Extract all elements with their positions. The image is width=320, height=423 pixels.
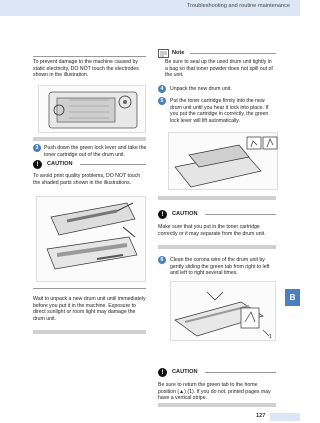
caution-rule	[80, 164, 146, 165]
caution-label: CAUTION	[172, 211, 198, 217]
step-3-text: Push down the green lock lever and take the toner cartridge out of the drum unit.	[44, 145, 147, 158]
corona-wire-drawing	[171, 282, 277, 342]
section-end-bar	[158, 196, 276, 200]
caution-icon: !	[33, 160, 42, 169]
toner-into-drum-illustration	[168, 132, 278, 190]
drum-shaded-drawing	[37, 197, 147, 283]
caution-rule	[205, 372, 276, 373]
step-4-text: Unpack the new drum unit.	[170, 86, 232, 92]
page-number: 127	[256, 413, 266, 419]
drum-unit-illustration	[36, 196, 146, 282]
caution-icon: !	[158, 210, 167, 219]
machine-electrodes-illustration	[38, 85, 146, 133]
step-number: 5	[158, 97, 166, 105]
corona-wire-illustration	[170, 281, 276, 341]
step-number: 3	[33, 144, 41, 152]
note-text: Be sure to seal up the used drum unit tightly in a bag so that toner powder does not spill out of the unit.	[165, 59, 273, 79]
toner-drum-drawing	[169, 133, 279, 191]
caution-2-text: Make sure that you put in the toner cartridge correctly or it may separate from the drum unit.	[158, 224, 266, 237]
divider	[33, 288, 146, 289]
step-number: 4	[158, 85, 166, 93]
wait-paragraph: Wait to unpack a new drum unit until immediately before you put it in the machine. Exposure to direct sunlight or room light may damage the drum unit.	[33, 296, 146, 322]
divider	[33, 56, 146, 57]
electrodes-drawing	[39, 86, 147, 134]
note-rule	[190, 53, 276, 54]
chapter-tab: B	[285, 289, 300, 306]
callout-number: 1	[269, 334, 272, 340]
caution-rule	[205, 214, 276, 215]
caution-icon: !	[158, 368, 167, 377]
caution-label: CAUTION	[47, 161, 73, 167]
intro-paragraph: To prevent damage to the machine caused by static electricity, DO NOT touch the electrodes shown in the illustration.	[33, 59, 139, 79]
step-5-text: Put the toner cartridge firmly into the new drum unit until you hear it lock into place. If you put the cartridge in correctly, the green lock lever will lift automatically.	[170, 98, 269, 124]
section-end-bar	[33, 330, 146, 334]
note-icon	[158, 49, 169, 58]
caution-1-text: To avoid print quality problems, DO NOT touch the shaded parts shown in the illustrations.	[33, 173, 141, 186]
caution-label: CAUTION	[172, 369, 198, 375]
caution-3-text: Be sure to return the green tab to the home position (▲) (1). If you do not, printed pages may have a vertical stripe.	[158, 382, 271, 402]
footer-bar	[270, 413, 300, 421]
step-number: 6	[158, 256, 166, 264]
running-header: Troubleshooting and routine maintenance	[186, 3, 290, 9]
note-label: Note	[172, 50, 185, 56]
section-end-bar	[33, 137, 146, 141]
section-end-bar	[158, 403, 276, 407]
section-end-bar	[158, 245, 276, 249]
step-6-text: Clean the corona wire of the drum unit by gently sliding the green tab from right to left and left to right several times.	[170, 257, 270, 277]
